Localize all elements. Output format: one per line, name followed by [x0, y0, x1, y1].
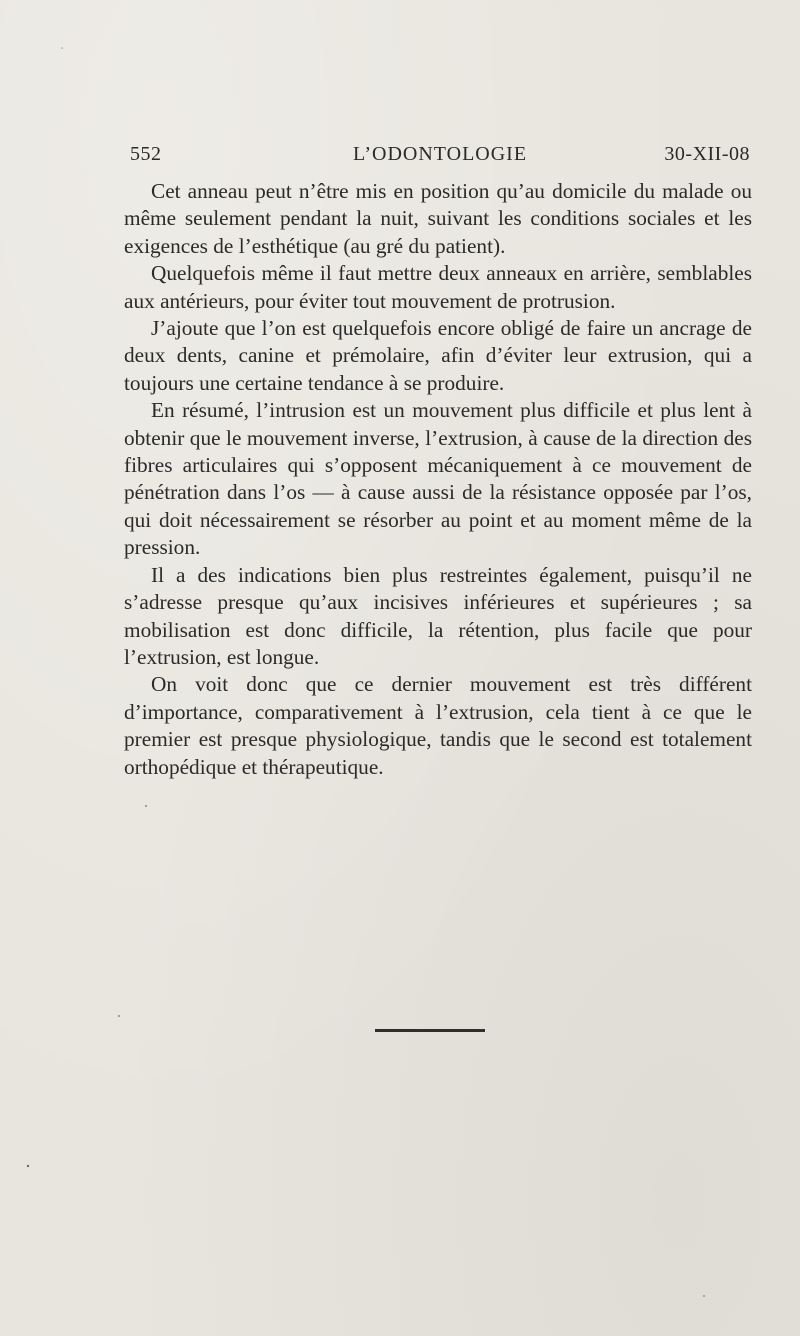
- running-title: L’ODONTOLOGIE: [352, 143, 528, 165]
- paragraph: J’ajoute que l’on est quelquefois encore obligé de faire un ancrage de deux dents, canine et prémolaire, afin d’éviter leur extrusion, qui a toujours une certaine tendance à se produire.: [124, 316, 752, 395]
- paragraph: Cet anneau peut n’être mis en position qu’au domicile du malade ou même seulement pendant la nuit, suivant les conditions sociales et les exigences de l’esthétique (au gré du patient).: [124, 179, 752, 258]
- paragraph: En résumé, l’intrusion est un mouvement plus difficile et plus lent à obtenir que le mouvement inverse, l’extrusion, à cause de la direction des fibres articulaires qui s’opposent mécaniquement à ce mouvement de pénétration dans l’os — à cause aussi de la résistance opposée par l’os, qui doit nécessairement se résorber au point et au moment même de la pression.: [124, 398, 752, 560]
- paragraph: On voit donc que ce dernier mouvement est très différent d’importance, comparativement à l’extrusion, cela tient à ce que le premier est presque physiologique, tandis que le second est totalement orthopédique et thérapeutique.: [124, 672, 752, 779]
- running-header: [130, 143, 750, 173]
- issue-date: 30-XII-08: [664, 143, 750, 165]
- section-end-rule: [375, 1029, 485, 1032]
- paragraph: Il a des indications bien plus restreintes également, puisqu’il ne s’adresse presque qu’aux incisives inférieures et supérieures ; sa mobilisation est donc difficile, la rétention, plus facile que pour l’extrusion, est longue.: [124, 562, 752, 669]
- article-body: [124, 178, 752, 781]
- page-number: 552: [130, 143, 162, 165]
- paragraph: Quelquefois même il faut mettre deux anneaux en arrière, semblables aux antérieurs, pour éviter tout mouvement de protrusion.: [124, 261, 752, 313]
